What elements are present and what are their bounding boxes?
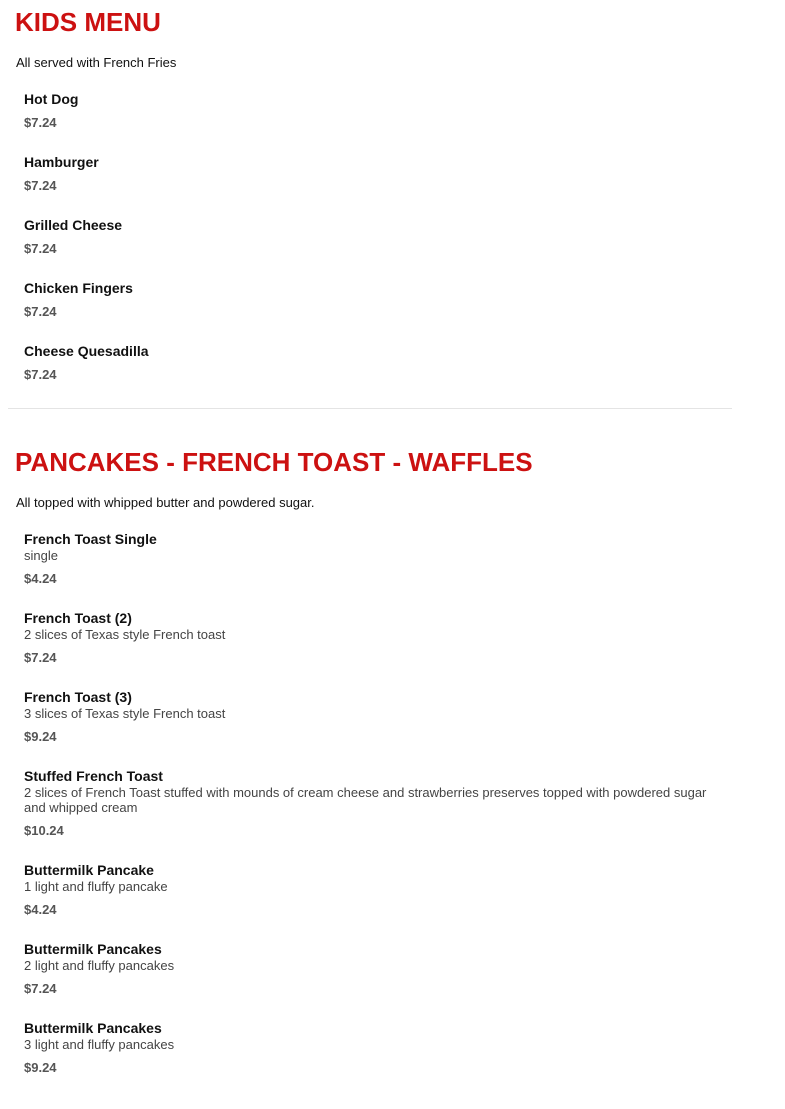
item-price: $4.24 <box>24 571 57 586</box>
item-price: $7.24 <box>24 981 57 996</box>
item-name: Cheese Quesadilla <box>24 343 149 359</box>
item-price: $7.24 <box>24 304 57 319</box>
menu-item-grilled-cheese[interactable] <box>8 217 732 280</box>
pancakes-section <box>8 447 732 1075</box>
menu-item-buttermilk-pancake-1[interactable] <box>8 862 732 917</box>
menu-item-list <box>8 91 732 406</box>
item-price: $10.24 <box>24 823 64 838</box>
menu-item-hot-dog[interactable] <box>8 91 732 154</box>
item-description: 3 light and fluffy pancakes <box>24 1037 175 1052</box>
section-divider <box>8 408 732 409</box>
section-title: PANCAKES - FRENCH TOAST - WAFFLES <box>15 447 533 477</box>
kids-menu-section <box>8 0 732 406</box>
item-description: 1 light and fluffy pancake <box>24 879 168 894</box>
menu-item-buttermilk-pancakes-2[interactable] <box>8 941 732 996</box>
menu-item-french-toast-single[interactable] <box>8 531 732 586</box>
item-name: Hamburger <box>24 154 99 170</box>
item-price: $7.24 <box>24 241 57 256</box>
item-price: $9.24 <box>24 1060 57 1075</box>
item-price: $9.24 <box>24 729 57 744</box>
menu-item-stuffed-french-toast[interactable] <box>8 768 732 838</box>
item-description: 3 slices of Texas style French toast <box>24 706 226 721</box>
item-price: $7.24 <box>24 650 57 665</box>
section-description: All topped with whipped butter and powdered sugar. <box>16 495 315 510</box>
menu-item-french-toast-3[interactable] <box>8 689 732 744</box>
item-name: Chicken Fingers <box>24 280 133 296</box>
item-name: Buttermilk Pancakes <box>24 1020 162 1036</box>
menu-item-french-toast-2[interactable] <box>8 610 732 665</box>
item-name: French Toast (3) <box>24 689 132 705</box>
item-description: 2 slices of Texas style French toast <box>24 627 226 642</box>
menu-item-chicken-fingers[interactable] <box>8 280 732 343</box>
menu-item-cheese-quesadilla[interactable] <box>8 343 732 406</box>
item-name: Buttermilk Pancake <box>24 862 154 878</box>
menu-item-buttermilk-pancakes-3[interactable] <box>8 1020 732 1075</box>
menu-item-list <box>8 531 732 1075</box>
item-price: $7.24 <box>24 178 57 193</box>
item-price: $4.24 <box>24 902 57 917</box>
section-title: KIDS MENU <box>15 7 161 37</box>
item-name: Buttermilk Pancakes <box>24 941 162 957</box>
item-description: 2 light and fluffy pancakes <box>24 958 175 973</box>
item-description: single <box>24 548 58 563</box>
item-name: French Toast (2) <box>24 610 132 626</box>
menu-item-hamburger[interactable] <box>8 154 732 217</box>
section-description: All served with French Fries <box>16 55 177 70</box>
item-price: $7.24 <box>24 367 57 382</box>
item-name: Grilled Cheese <box>24 217 123 233</box>
item-description: 2 slices of French Toast stuffed with mounds of cream cheese and strawberries preserves topped with powdered sugar and whipped cream <box>24 785 707 815</box>
item-name: Stuffed French Toast <box>24 768 163 784</box>
item-name: French Toast Single <box>24 531 157 547</box>
item-name: Hot Dog <box>24 91 79 107</box>
item-price: $7.24 <box>24 115 57 130</box>
